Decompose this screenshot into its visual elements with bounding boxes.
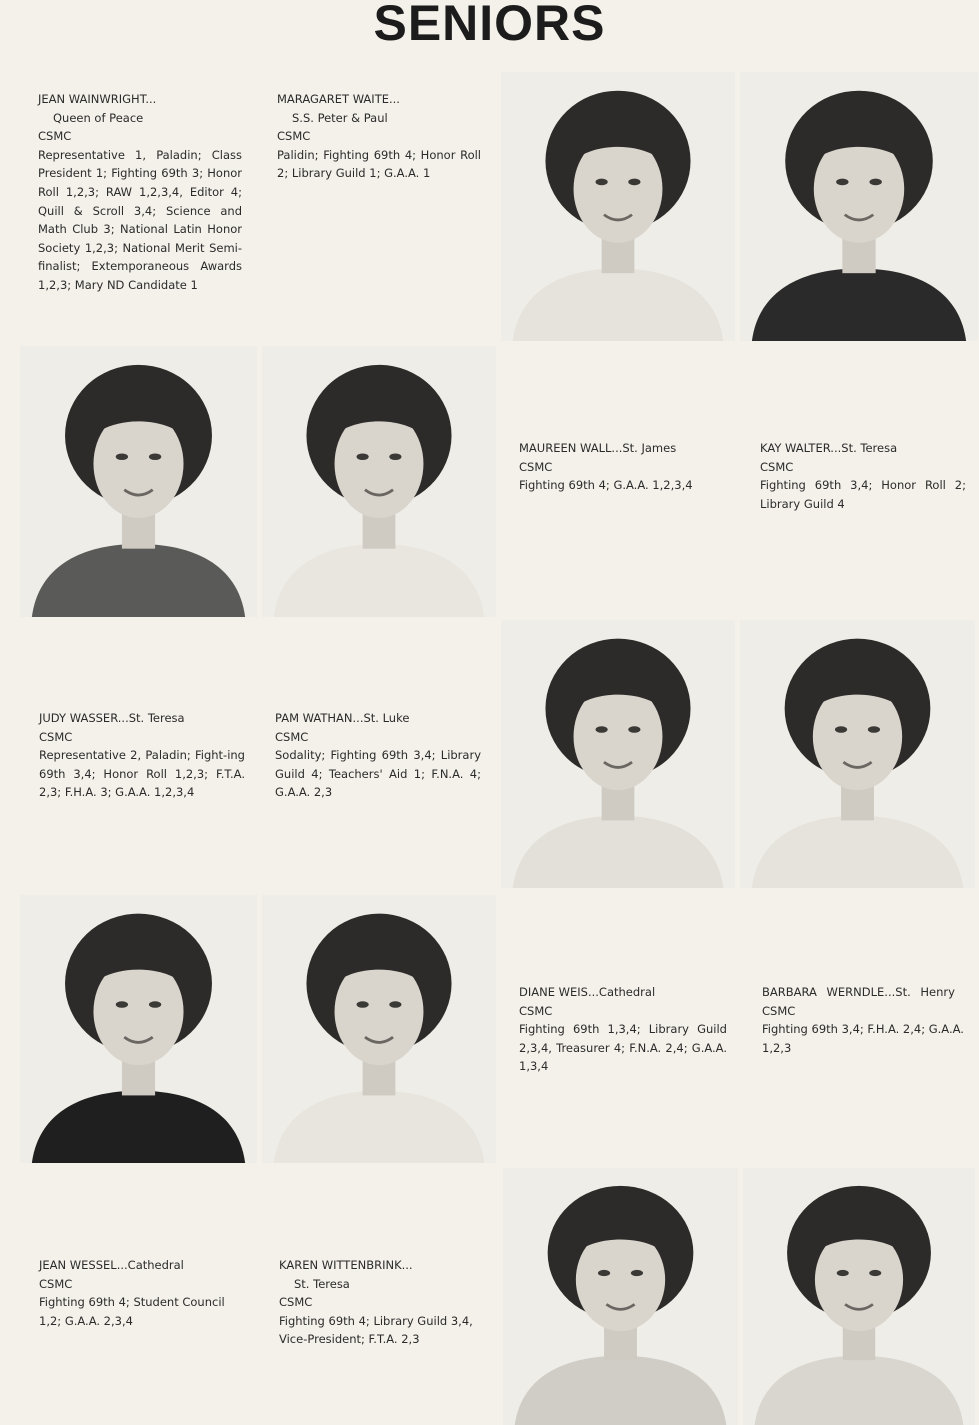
portrait-eye xyxy=(149,453,161,460)
portrait-eye xyxy=(836,179,848,186)
portrait-image xyxy=(740,72,978,341)
portrait-eye xyxy=(869,179,881,186)
senior-caption xyxy=(760,439,966,513)
portrait-eye xyxy=(389,1001,401,1008)
senior-csmc: CSMC xyxy=(277,129,311,144)
portrait-image xyxy=(20,895,257,1163)
senior-name: MAUREEN WALL...St. James xyxy=(519,441,677,455)
portrait-image xyxy=(262,895,496,1163)
senior-name: DIANE WEIS...Cathedral xyxy=(519,985,656,999)
portrait-photo xyxy=(501,72,735,341)
portrait-photo xyxy=(262,895,496,1163)
portrait-eye xyxy=(357,1001,369,1008)
senior-name: BARBARA WERNDLE...St. Henry xyxy=(762,985,955,999)
senior-csmc: CSMC xyxy=(762,1003,796,1018)
senior-name: MARAGARET WAITE... xyxy=(277,92,400,106)
senior-activities: Fighting 69th 1,3,4; Library Guild 2,3,4, Treasurer 4; F.N.A. 2,4; G.A.A. 1,3,4 xyxy=(519,1022,727,1074)
portrait-image xyxy=(501,620,735,888)
portrait-eye xyxy=(116,1001,128,1008)
portrait-image xyxy=(20,346,257,617)
senior-caption xyxy=(39,709,245,802)
portrait-eye xyxy=(628,179,640,186)
portrait-photo xyxy=(20,346,257,617)
senior-caption xyxy=(275,709,481,802)
senior-school: Queen of Peace xyxy=(53,110,144,125)
senior-activities: Fighting 69th 4; Student Council 1,2; G.A.A. 2,3,4 xyxy=(39,1295,225,1328)
senior-activities: Representative 1, Paladin; Class President 1; Fighting 69th 3; Honor Roll 1,2,3; RAW 1,2,3,4, Editor 4; Quill & Scroll 3,4; Science and Math Club 3; National Latin Honor Society 1,2,3; National Merit Semi-finalist; Extemporaneous Awards 1,2,3; Mary ND Candidate 1 xyxy=(38,147,242,292)
portrait-eye xyxy=(389,453,401,460)
page-title: SENIORS xyxy=(373,0,606,51)
senior-name: PAM WATHAN...St. Luke xyxy=(275,711,410,725)
senior-csmc: CSMC xyxy=(279,1295,313,1310)
senior-name: KAY WALTER...St. Teresa xyxy=(760,441,898,455)
portrait-eye xyxy=(631,1270,643,1276)
senior-csmc: CSMC xyxy=(760,459,794,474)
senior-activities: Palidin; Fighting 69th 4; Honor Roll 2; Library Guild 1; G.A.A. 1 xyxy=(277,147,481,181)
senior-csmc: CSMC xyxy=(39,1276,73,1291)
portrait-eye xyxy=(357,453,369,460)
portrait-photo xyxy=(20,895,257,1163)
portrait-photo xyxy=(501,620,735,888)
portrait-image xyxy=(501,72,735,341)
portrait-eye xyxy=(596,179,608,186)
portrait-photo xyxy=(262,346,496,617)
portrait-photo xyxy=(740,72,978,341)
portrait-eye xyxy=(869,1270,881,1276)
portrait-eye xyxy=(628,726,640,733)
portrait-photo xyxy=(503,1168,738,1425)
portrait-photo xyxy=(743,1168,975,1425)
portrait-photo xyxy=(740,620,975,888)
senior-csmc: CSMC xyxy=(519,459,553,474)
senior-caption xyxy=(39,1256,245,1330)
senior-activities: Fighting 69th 3,4; Honor Roll 2; Library Guild 4 xyxy=(760,478,966,511)
portrait-image xyxy=(262,346,496,617)
senior-activities: Sodality; Fighting 69th 3,4; Library Guild 4; Teachers' Aid 1; F.N.A. 4; G.A.A. 2,3 xyxy=(275,748,481,800)
senior-caption xyxy=(277,90,481,183)
portrait-eye xyxy=(837,1270,849,1276)
senior-name: JUDY WASSER...St. Teresa xyxy=(39,711,185,725)
senior-name: KAREN WITTENBRINK... xyxy=(279,1258,413,1272)
portrait-eye xyxy=(116,453,128,460)
portrait-image xyxy=(740,620,975,888)
senior-name: JEAN WESSEL...Cathedral xyxy=(39,1258,184,1272)
portrait-eye xyxy=(149,1001,161,1008)
senior-caption xyxy=(519,983,727,1076)
senior-activities: Fighting 69th 4; Library Guild 3,4, Vice-President; F.T.A. 2,3 xyxy=(279,1313,473,1347)
portrait-image xyxy=(503,1168,738,1425)
senior-csmc: CSMC xyxy=(519,1003,553,1018)
portrait-eye xyxy=(868,726,880,733)
portrait-eye xyxy=(596,726,608,733)
senior-csmc: CSMC xyxy=(275,729,309,744)
senior-caption xyxy=(279,1256,489,1349)
senior-csmc: CSMC xyxy=(38,129,72,144)
senior-csmc: CSMC xyxy=(39,729,73,744)
senior-activities: Representative 2, Paladin; Fight-ing 69th 3,4; Honor Roll 1,2,3; F.T.A. 2,3; F.H.A. 3; G.A.A. 1,2,3,4 xyxy=(39,748,245,800)
senior-name: JEAN WAINWRIGHT... xyxy=(38,92,157,106)
senior-activities: Fighting 69th 3,4; F.H.A. 2,4; G.A.A. 1,2,3 xyxy=(762,1022,964,1055)
portrait-eye xyxy=(835,726,847,733)
portrait-eye xyxy=(598,1270,610,1276)
senior-school: St. Teresa xyxy=(294,1276,350,1291)
senior-caption xyxy=(762,983,970,1057)
portrait-image xyxy=(743,1168,975,1425)
senior-activities: Fighting 69th 4; G.A.A. 1,2,3,4 xyxy=(519,478,693,493)
senior-caption xyxy=(38,90,242,295)
senior-caption xyxy=(519,439,729,495)
senior-school: S.S. Peter & Paul xyxy=(292,110,388,125)
